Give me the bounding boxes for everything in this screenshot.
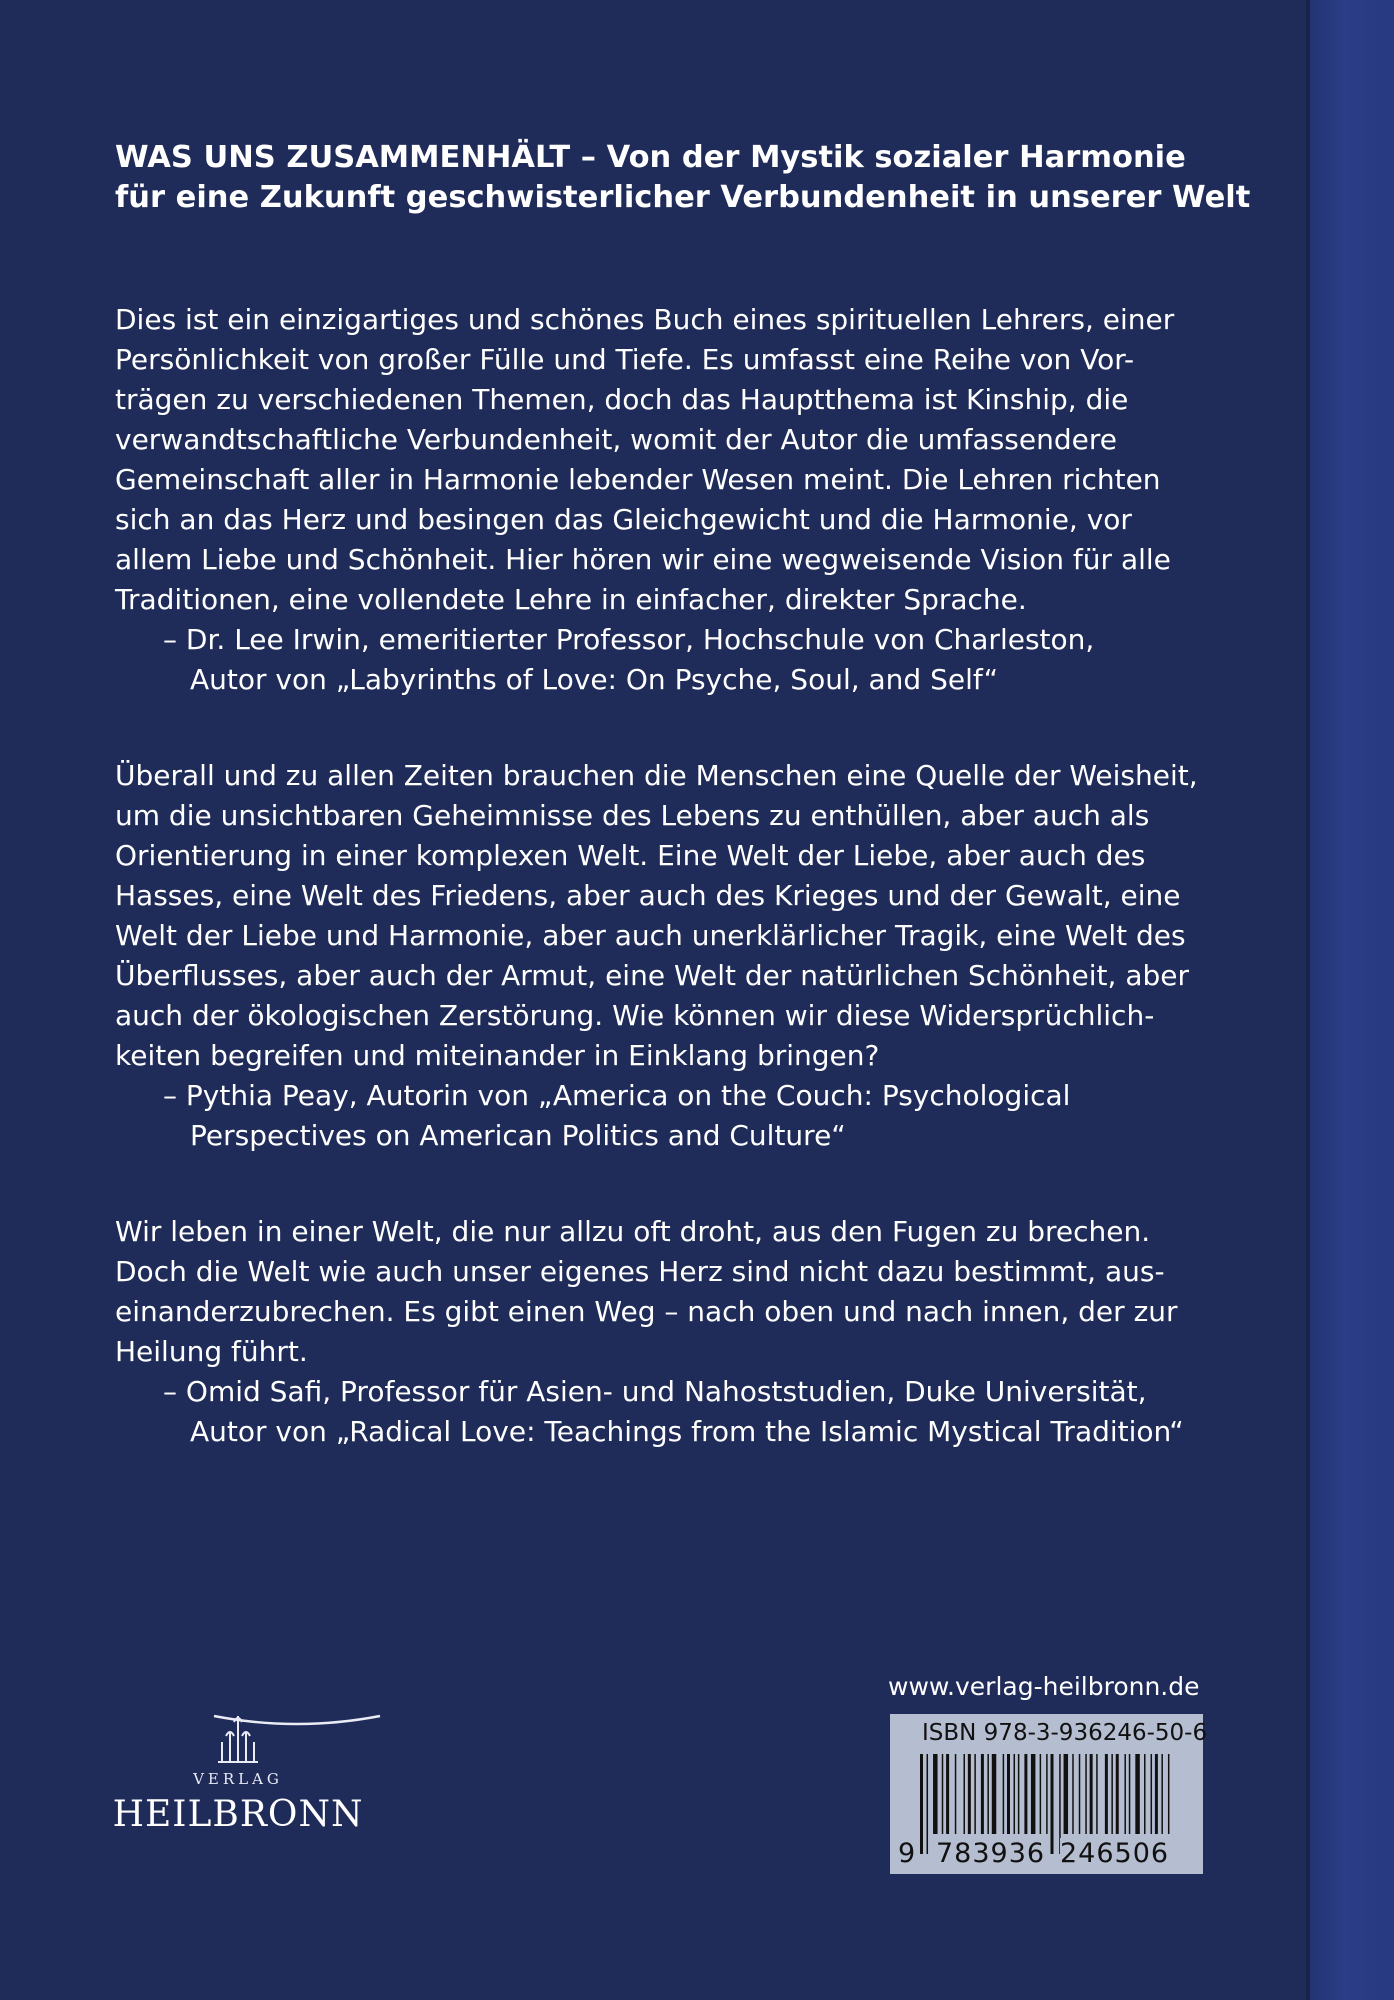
quote-line: Überall und zu allen Zeiten brauchen die Menschen eine Quelle der Weisheit, [115,759,1198,792]
barcode-bar [992,1754,997,1834]
quote-1 [115,300,1235,700]
barcode-bar [920,1754,923,1854]
quote-line: Heilung führt. [115,1335,308,1368]
book-title [115,138,1251,218]
barcode-bar [1105,1754,1108,1834]
publisher-name: HEILBRONN [112,1794,364,1835]
quote-1-attribution-work: Autor von „Labyrinths of Love: On Psyche, Soul, and Self“ [190,663,999,696]
barcode-bar [942,1754,944,1834]
barcode-bar [927,1754,929,1854]
quote-line: um die unsichtbaren Geheimnisse des Lebens zu enthüllen, aber auch als [115,799,1150,832]
publisher-website[interactable]: www.verlag-heilbronn.de [888,1672,1200,1701]
barcode-bar [1003,1754,1005,1834]
quote-line: Überflusses, aber auch der Armut, eine Welt der natürlichen Schönheit, aber [115,959,1190,992]
quote-3-body [115,1212,1235,1372]
barcode-bar [1151,1754,1153,1834]
quote-3 [115,1212,1235,1452]
quote-2-attribution: – Pythia Peay, Autorin von „America on the Couch: Psychological [163,1079,1071,1112]
barcode-bar [1085,1754,1087,1834]
quote-line: Dies ist ein einzigartiges und schönes Buch eines spirituellen Lehrers, einer [115,303,1175,336]
quote-line: Hasses, eine Welt des Friedens, aber auch des Krieges und der Gewalt, eine [115,879,1181,912]
isbn-barcode [890,1714,1208,1874]
barcode-bar [1116,1754,1119,1834]
barcode-bar [1079,1754,1081,1834]
barcode-bar [1096,1754,1098,1834]
barcode-bar [1135,1754,1140,1834]
quote-line: Wir leben in einer Welt, die nur allzu oft droht, aus den Fugen zu brechen. [115,1215,1151,1248]
quote-1-attribution: – Dr. Lee Irwin, emeritierter Professor, Hochschule von Charleston, [163,623,1095,656]
title-line-2: für eine Zukunft geschwisterlicher Verbundenheit in unserer Welt [115,180,1251,215]
quote-line: auch der ökologischen Zerstörung. Wie können wir diese Widersprüchlich- [115,999,1155,1032]
quote-line: Persönlichkeit von großer Fülle und Tiefe. Es umfasst eine Reihe von Vor- [115,343,1135,376]
quote-line: Traditionen, eine vollendete Lehre in einfacher, direkter Sprache. [115,583,1027,616]
barcode-bar [955,1754,957,1834]
quote-line: allem Liebe und Schönheit. Hier hören wir eine wegweisende Vision für alle [115,543,1171,576]
barcode-digits-right: 246506 [1060,1838,1170,1869]
barcode-bar [987,1754,989,1834]
barcode-bar [946,1754,949,1834]
quote-line: Orientierung in einer komplexen Welt. Eine Welt der Liebe, aber auch des [115,839,1146,872]
barcode-digits-left: 783936 [936,1838,1046,1869]
barcode-bar [968,1754,971,1834]
quote-line: verwandtschaftliche Verbundenheit, womit der Autor die umfassendere [115,423,1117,456]
barcode-bar [1161,1754,1163,1834]
quote-line: trägen zu verschiedenen Themen, doch das Hauptthema ist Kinship, die [115,383,1129,416]
quote-line: Gemeinschaft aller in Harmonie lebender Wesen meint. Die Lehren richten [115,463,1161,496]
barcode-bar [1168,1754,1170,1834]
barcode-bar [981,1754,984,1834]
barcode-bar [1024,1754,1027,1834]
swoosh-icon [212,1712,382,1728]
barcode-bar [1031,1754,1036,1834]
isbn-label: ISBN 978-3-936246-50-6 [922,1720,1208,1746]
quote-line: sich an das Herz und besingen das Gleichgewicht und die Harmonie, vor [115,503,1132,536]
quote-1-body [115,300,1235,620]
publisher-label: VERLAG [193,1770,283,1788]
barcode-bar [1144,1754,1146,1834]
barcode-bar [1040,1754,1042,1834]
barcode-bar [1051,1754,1054,1854]
barcode-bar [1129,1754,1131,1834]
barcode-bar [1018,1754,1020,1834]
publisher-logo [108,1706,368,1856]
quote-line: Doch die Welt wie auch unser eigenes Herz sind nicht dazu bestimmt, aus- [115,1255,1165,1288]
quote-line: Welt der Liebe und Harmonie, aber auch unerklärlicher Tragik, eine Welt des [115,919,1186,952]
quote-3-attribution: – Omid Safi, Professor für Asien- und Nahoststudien, Duke Universität, [163,1375,1147,1408]
quote-2-body [115,756,1235,1076]
barcode-bar [1072,1754,1074,1834]
barcode-bar [1046,1754,1048,1834]
barcode-bar [974,1754,976,1834]
quote-line: einanderzubrechen. Es gibt einen Weg – nach oben und nach innen, der zur [115,1295,1178,1328]
barcode-bar [1014,1754,1016,1834]
barcode-bar [1124,1754,1126,1834]
quote-3-attribution-work: Autor von „Radical Love: Teachings from the Islamic Mystical Tradition“ [190,1415,1184,1448]
title-line-1: WAS UNS ZUSAMMENHÄLT – Von der Mystik sozialer Harmonie [115,140,1186,175]
quote-2-attribution-work: Perspectives on American Politics and Culture“ [190,1119,846,1152]
barcode-bar [1064,1754,1069,1834]
barcode-bar [1155,1754,1158,1834]
barcode-bar [964,1754,966,1834]
quote-line: keiten begreifen und miteinander in Einklang bringen? [115,1039,880,1072]
barcode-digit-first: 9 [898,1838,917,1869]
barcode-bar [1007,1754,1010,1834]
barcode-bar [1090,1754,1093,1834]
quote-2 [115,756,1235,1156]
book-spine [1310,0,1394,2000]
barcode-bar [933,1754,938,1834]
barcode-bar [1111,1754,1113,1834]
